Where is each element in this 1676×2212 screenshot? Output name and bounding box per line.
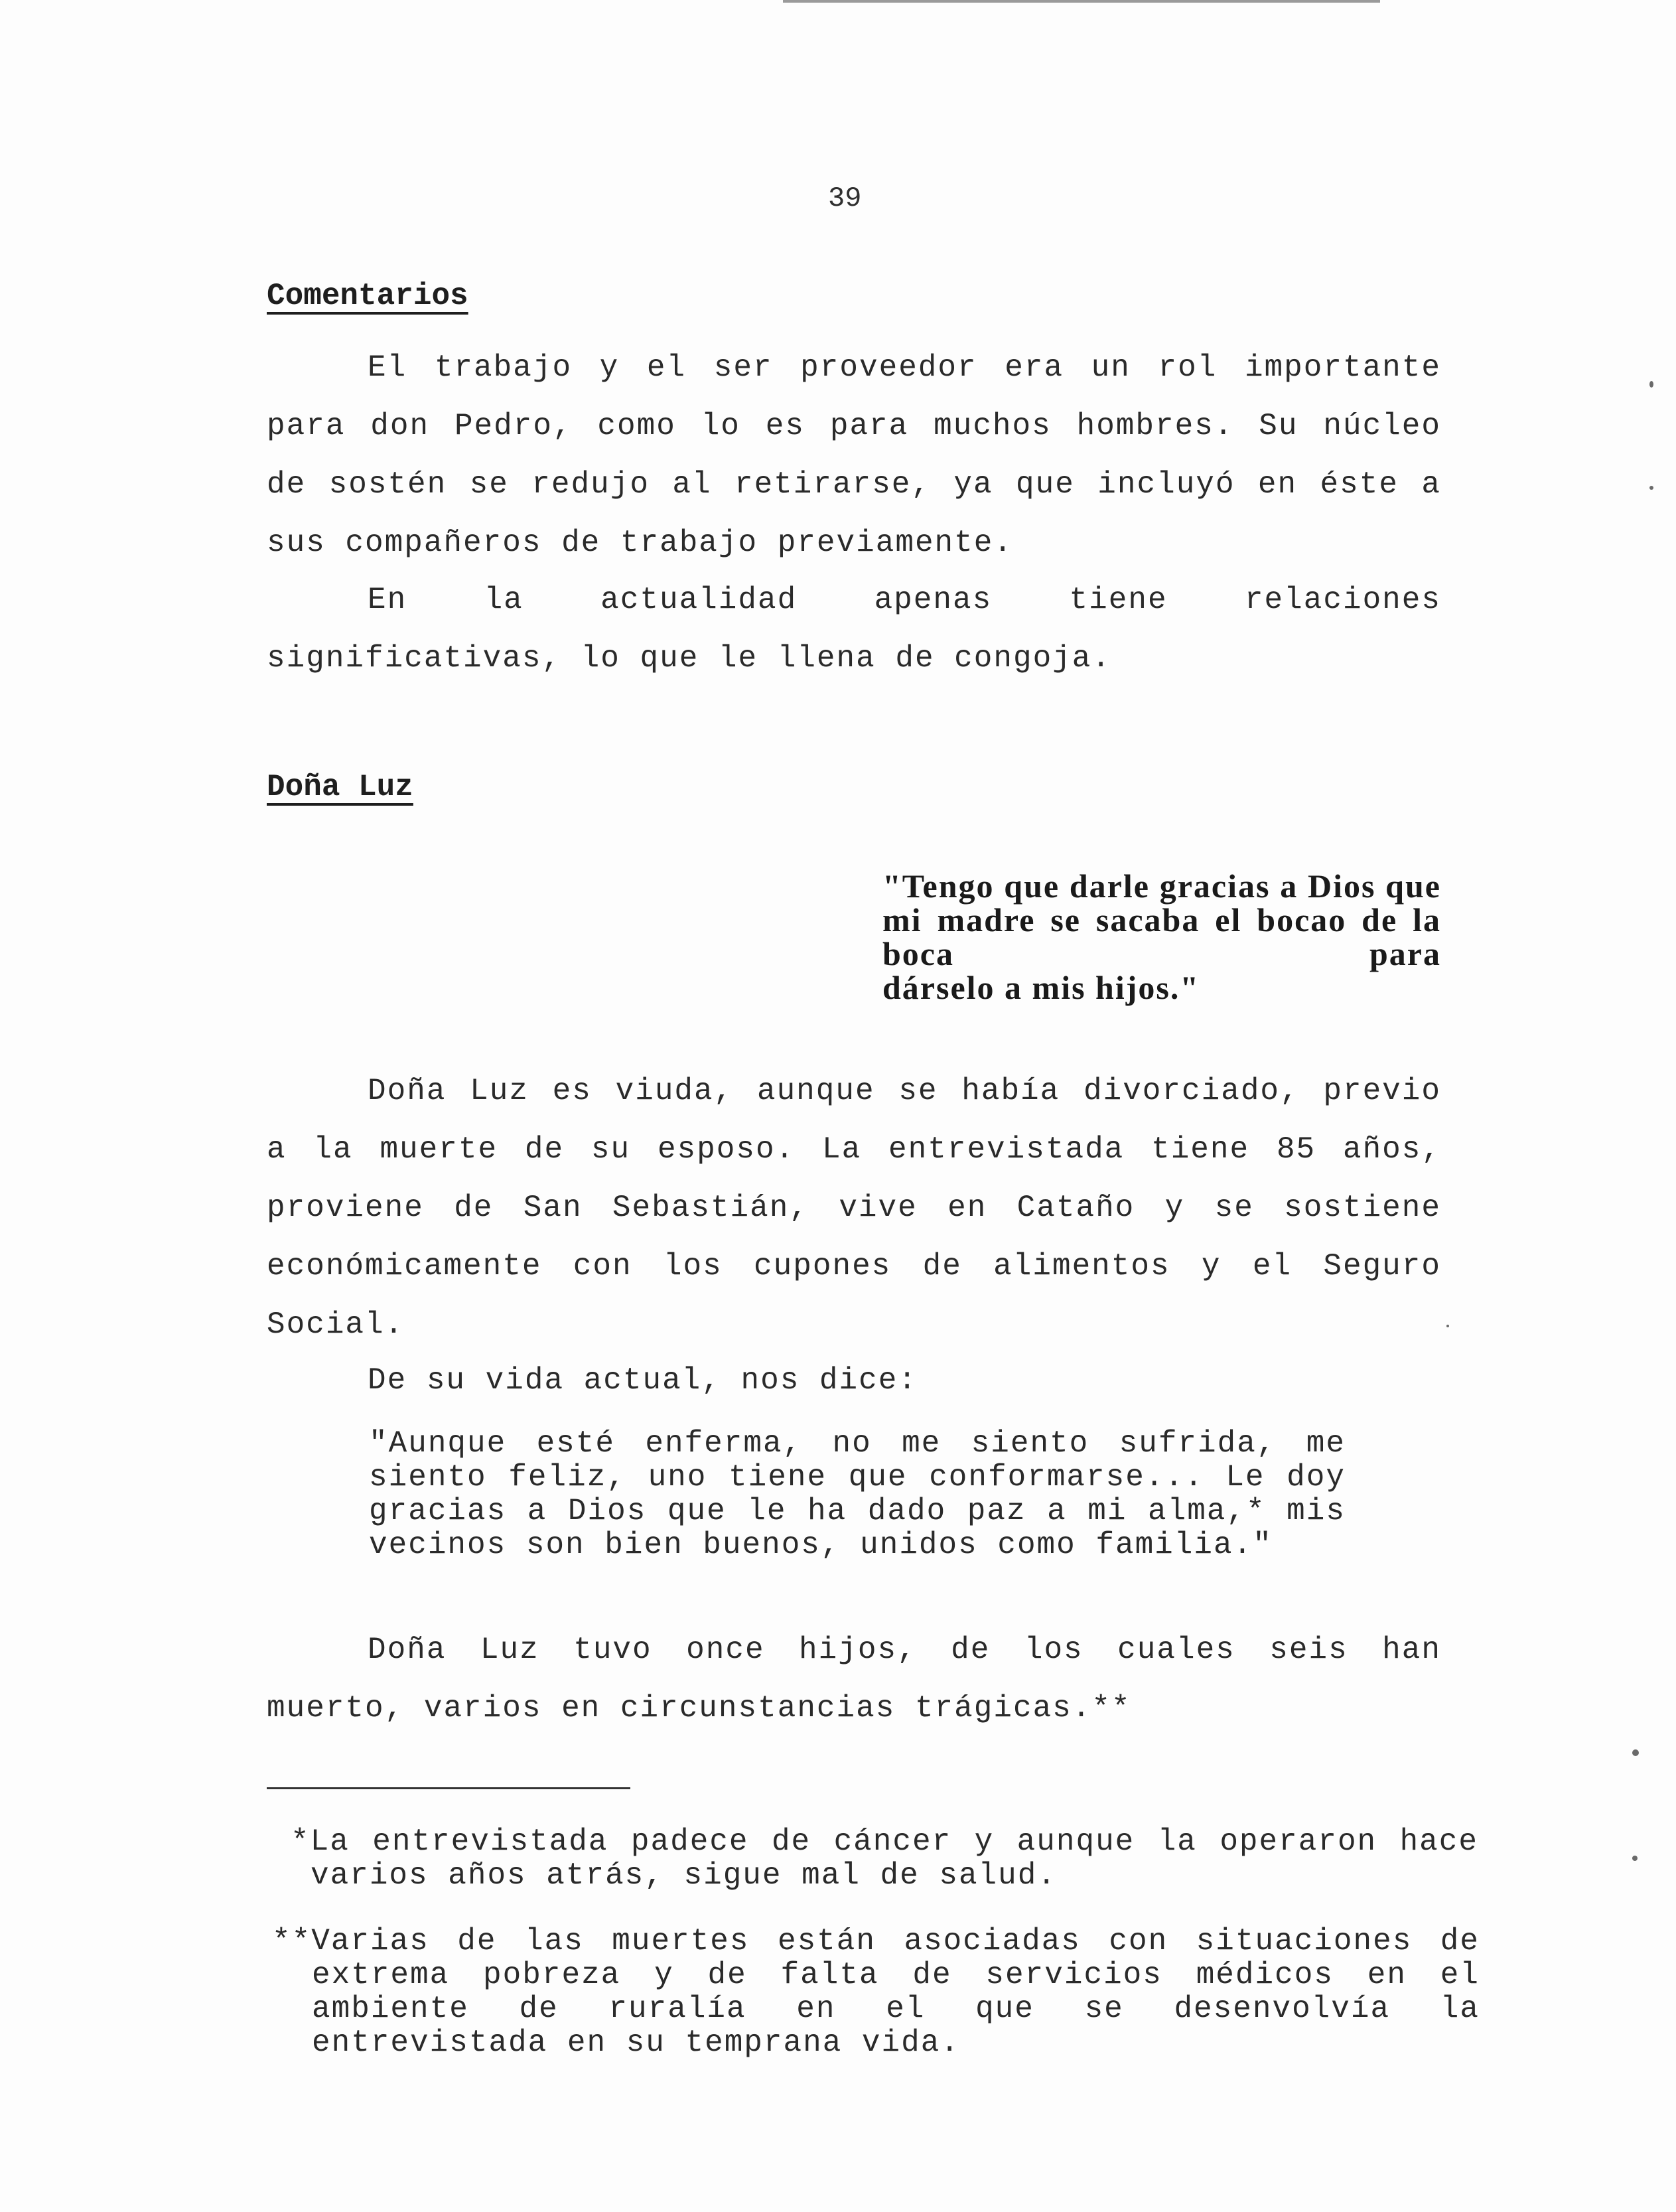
paragraph: El trabajo y el ser proveedor era un rol importante para don Pedro, como lo es para muchos hombres. Su núcleo de sostén se redujo al retirarse, ya que incluyó en éste a sus compañeros de trabajo previamente. <box>267 350 1441 560</box>
footnote: **Varias de las muertes están asociadas con situaciones de extrema pobreza y de falta de servicios médicos en el ambiente de ruralía en el que se desenvolvía la entrevistada en su temprana vida. <box>272 1924 1480 2060</box>
epigraph-last-line: dárselo a mis hijos." <box>882 969 1200 1006</box>
scan-speck <box>1649 381 1653 388</box>
scan-speck <box>1446 1325 1449 1327</box>
page-number: 39 <box>828 183 862 214</box>
footnote: *La entrevistada padece de cáncer y aunque la operaron hace varios años atrás, sigue mal de salud. <box>291 1824 1478 1893</box>
scan-speck <box>1632 1749 1639 1756</box>
block-quote: "Aunque esté enferma, no me siento sufrida, me siento feliz, uno tiene que conformarse... Le doy gracias a Dios que le ha dado paz a mi alma,* mis vecinos son bien buenos, unidos como familia." <box>369 1426 1346 1562</box>
scan-edge-line <box>783 0 1380 3</box>
section-heading-comentarios: Comentarios <box>267 279 468 313</box>
paragraph: Doña Luz es viuda, aunque se había divorciado, previo a la muerte de su esposo. La entrevistada tiene 85 años, proviene de San Sebastián, vive en Cataño y se sostiene económicamente con los cupones de alimentos y el Seguro Social. <box>267 1074 1441 1342</box>
footnote-separator <box>267 1787 630 1789</box>
section-heading-dona-luz: Doña Luz <box>267 770 413 804</box>
paragraph: En la actualidad apenas tiene relaciones significativas, lo que le llena de congoja. <box>267 583 1441 676</box>
scan-speck <box>1632 1856 1638 1861</box>
epigraph-quote <box>882 869 1441 1005</box>
epigraph-text: "Tengo que darle gracias a Dios que mi madre se sacaba el bocao de la boca para <box>882 867 1441 972</box>
scan-speck <box>1649 486 1653 490</box>
paragraph: Doña Luz tuvo once hijos, de los cuales seis han muerto, varios en circunstancias trágicas.** <box>267 1633 1441 1726</box>
paragraph: De su vida actual, nos dice: <box>368 1363 918 1398</box>
